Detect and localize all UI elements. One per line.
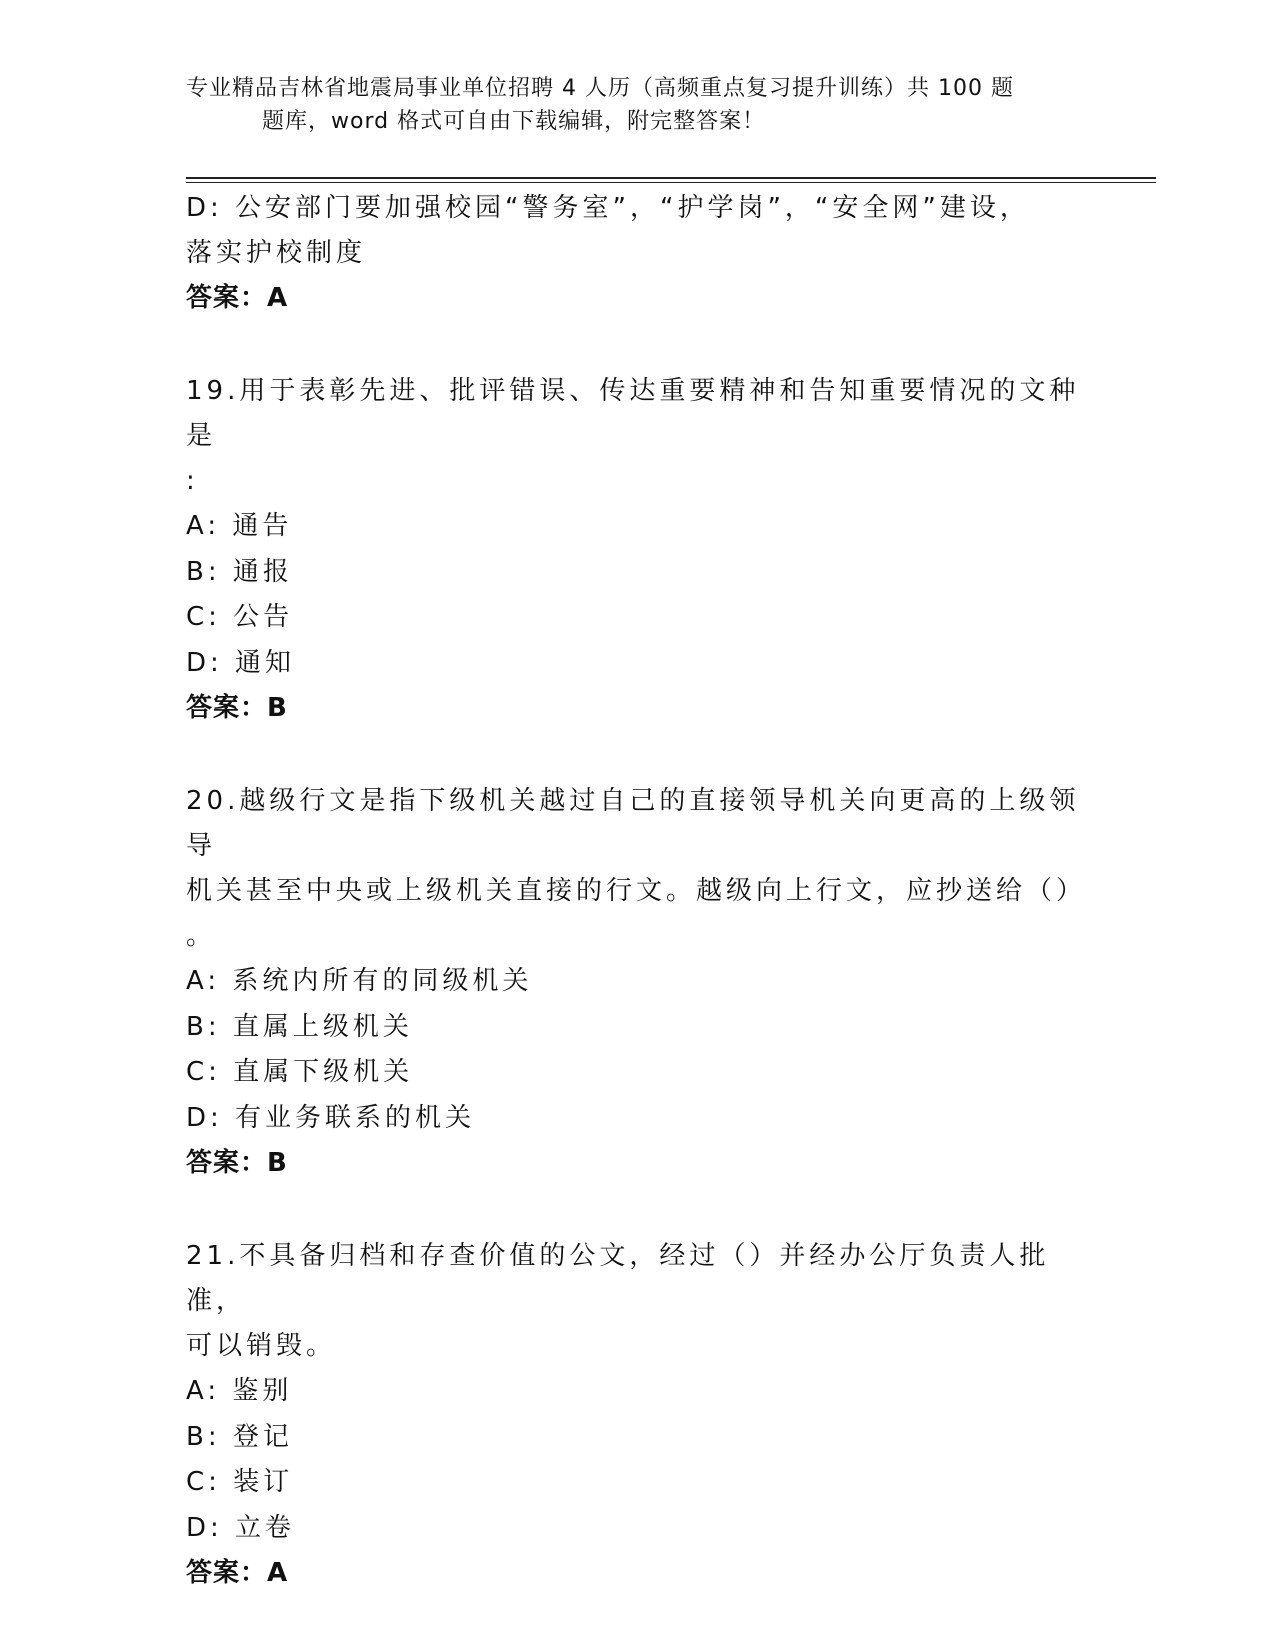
- spacer: [186, 1186, 1086, 1234]
- option-d: D: 有业务联系的机关: [186, 1102, 476, 1133]
- option-b: B: 直属上级机关: [186, 1011, 413, 1042]
- answer-text: 答案：B: [186, 693, 288, 723]
- question-stem-continued: 可以销毁。: [186, 1331, 337, 1361]
- answer-text: 答案：B: [186, 1148, 288, 1178]
- document-body: [186, 186, 1086, 1596]
- option-a: A: 通告: [186, 511, 293, 541]
- answer-text: 答案：A: [186, 283, 289, 313]
- option-a: A: 鉴别: [186, 1376, 293, 1406]
- question-stem-continued: :: [186, 466, 199, 496]
- option-a: A: 系统内所有的同级机关: [186, 966, 533, 996]
- option-c: C: 直属下级机关: [186, 1057, 414, 1087]
- option-d: D: 通知: [186, 647, 296, 678]
- option-d: D: 公安部门要加强校园“警务室”，“护学岗”，“安全网”建设，: [186, 193, 1030, 223]
- question-21: [186, 1234, 1086, 1596]
- question-stem: 21.不具备归档和存查价值的公文，经过（）并经办公厅负责人批准，: [186, 1241, 1050, 1316]
- spacer: [186, 321, 1086, 369]
- header-title-line2: 题库，word 格式可自由下载编辑，附完整答案！: [262, 109, 766, 134]
- question-19: [186, 369, 1086, 731]
- option-c: C: 公告: [186, 602, 294, 632]
- spacer: [186, 731, 1086, 779]
- question-stem-continued: 。: [186, 921, 217, 951]
- question-stem: 20.越级行文是指下级机关越过自己的直接领导机关向更高的上级领导: [186, 786, 1080, 861]
- header-divider-thin: [186, 182, 1156, 183]
- question-stem-continued: 机关甚至中央或上级机关直接的行文。越级向上行文，应抄送给（）: [186, 876, 1087, 906]
- option-d: D: 立卷: [186, 1512, 296, 1543]
- answer-text: 答案：A: [186, 1558, 289, 1588]
- header-title-line1: 专业精品吉林省地震局事业单位招聘 4 人历（高频重点复习提升训练）共 100 题: [186, 76, 1014, 101]
- option-d-continued: 落实护校制度: [186, 238, 367, 268]
- question-stem: 19.用于表彰先进、批评错误、传达重要精神和告知重要情况的文种是: [186, 376, 1080, 451]
- header-divider-thick: [186, 177, 1156, 179]
- document-header: [186, 72, 1046, 138]
- option-c: C: 装订: [186, 1467, 294, 1497]
- option-b: B: 登记: [186, 1421, 293, 1452]
- question-20: [186, 779, 1086, 1186]
- prev-question-tail: [186, 186, 1086, 321]
- option-b: B: 通报: [186, 556, 293, 587]
